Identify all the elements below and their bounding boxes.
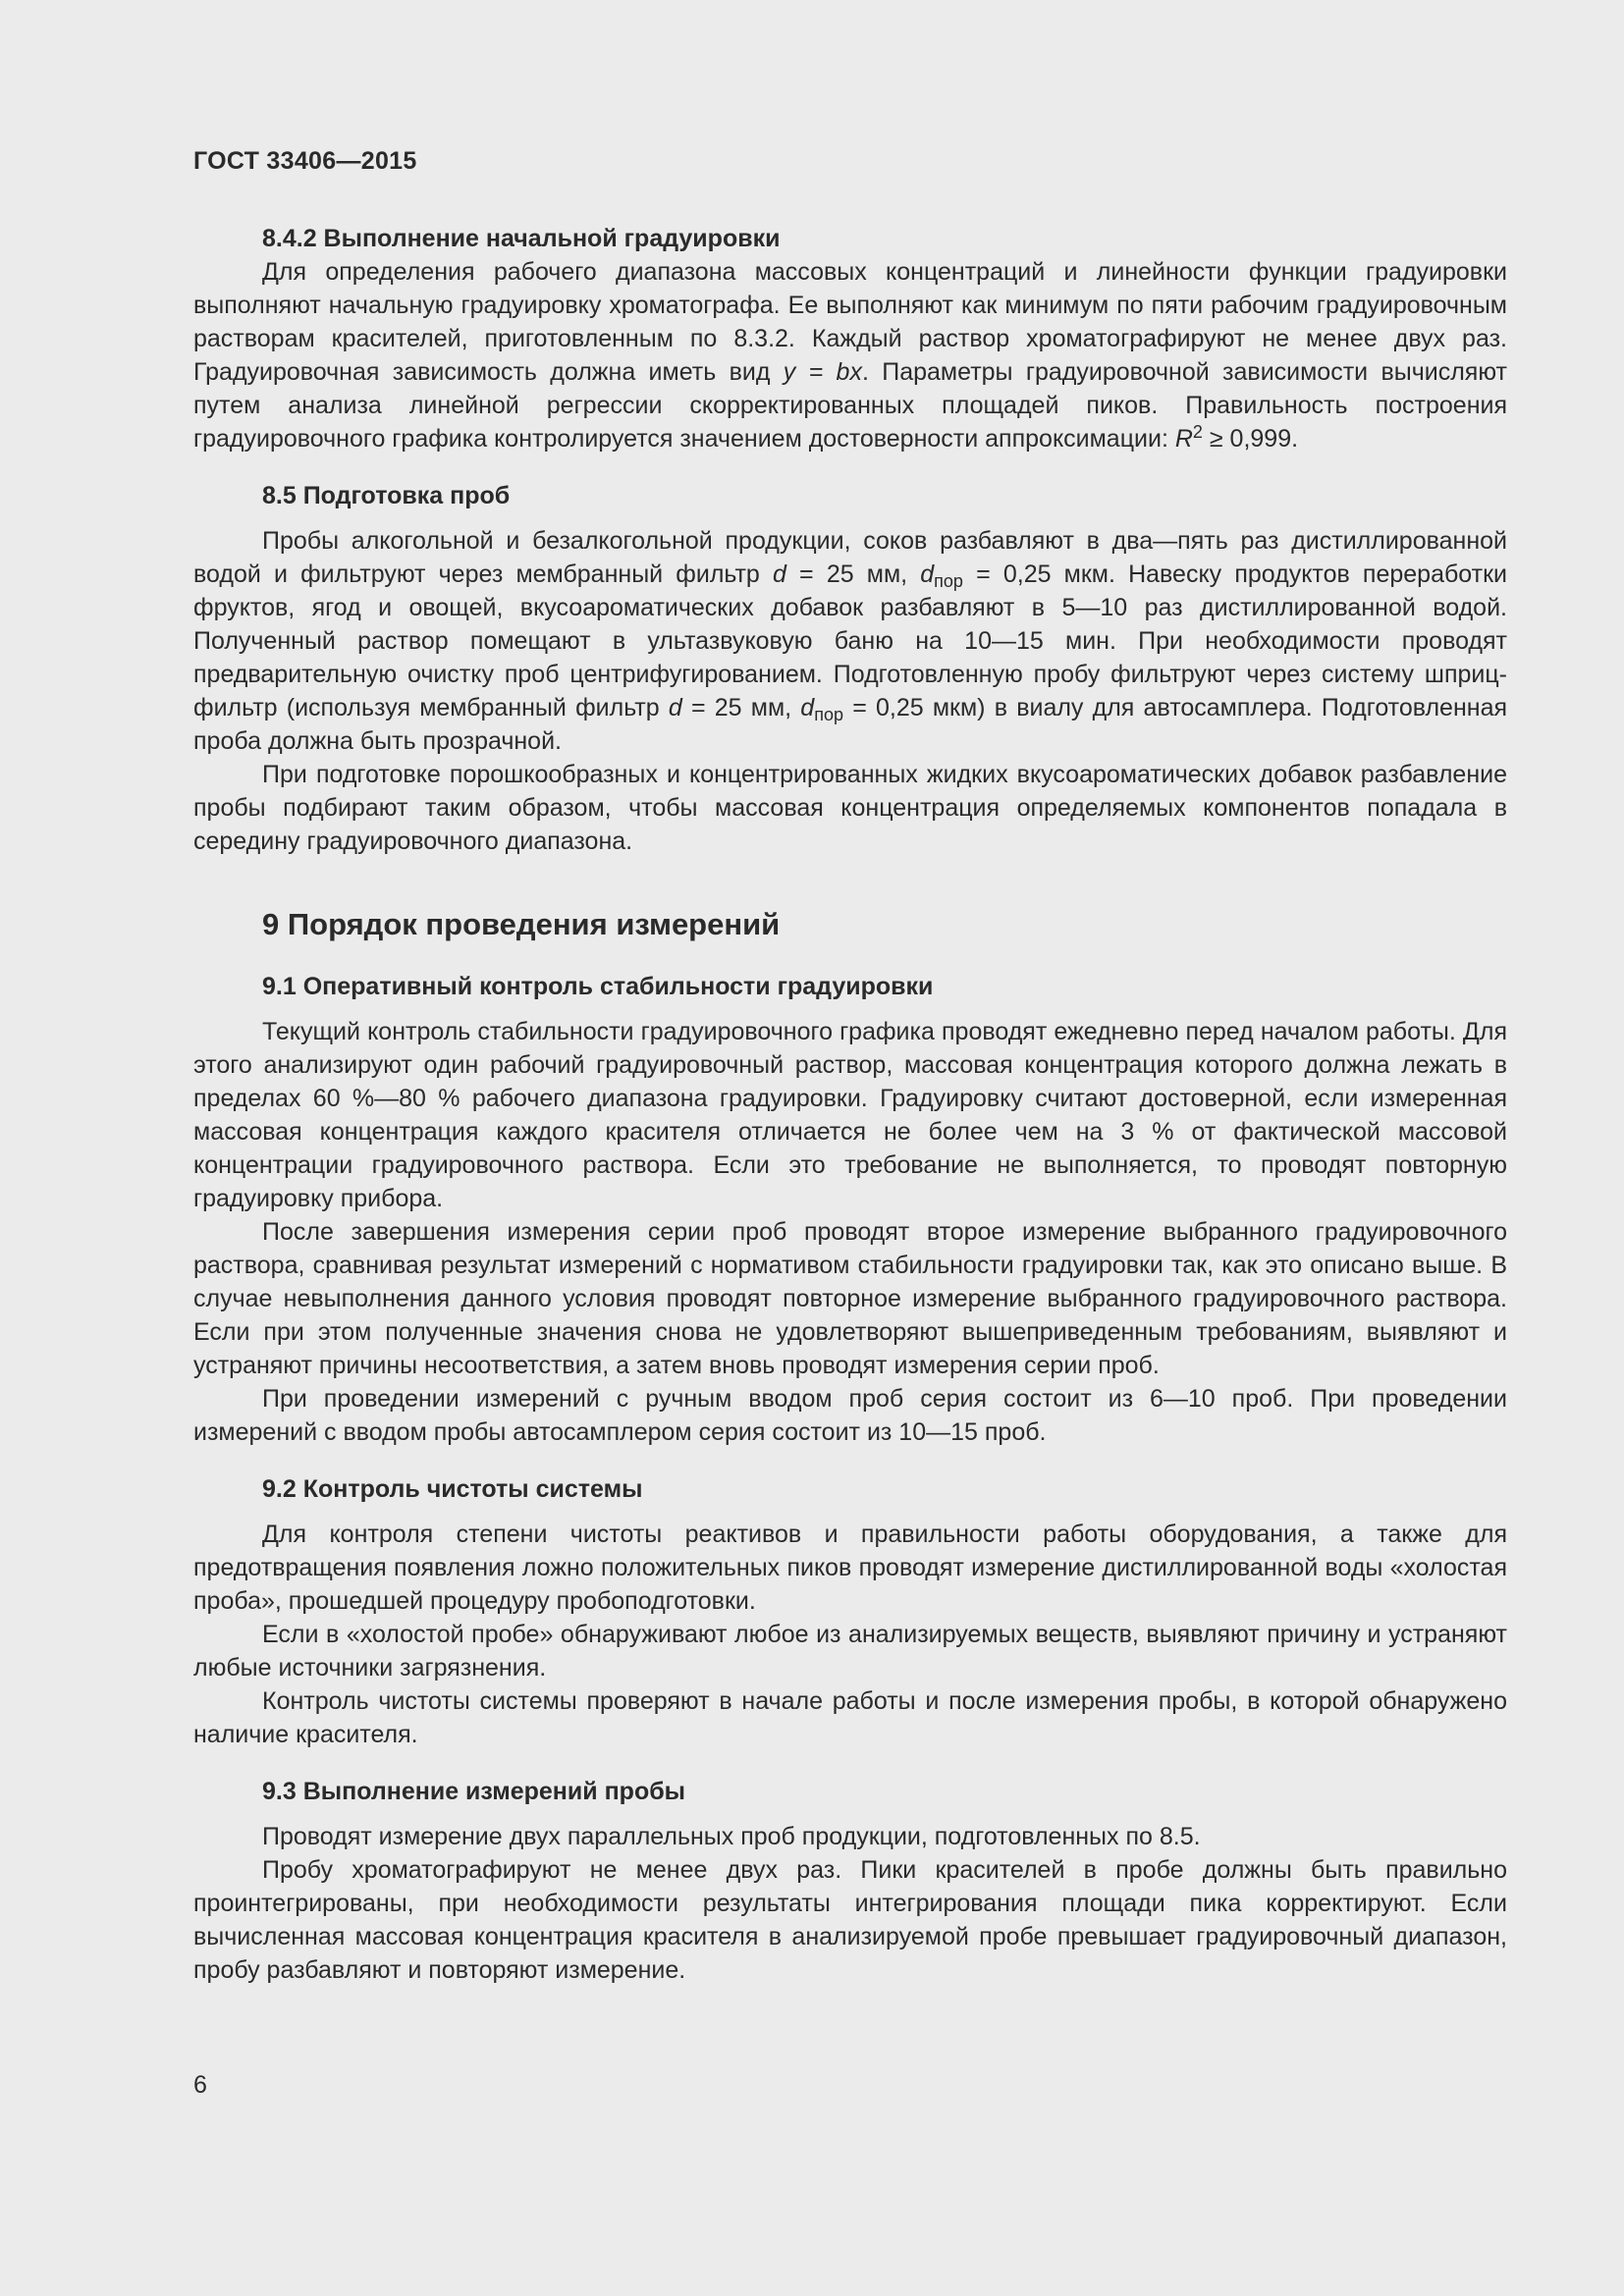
page-number: 6 <box>193 2071 207 2099</box>
section-8-5-heading: 8.5 Подготовка проб <box>262 482 511 509</box>
section-8-4-2-paragraph: Для определения рабочего диапазона массовых концентраций и линейности функции градуировки выполняют начальную градуировку хроматографа. Ее выполняют как минимум по пяти рабочим градуировочным растворам красителей, приготовленным по 8.3.2. Каждый раствор хроматографируют не менее двух раз. Градуировочная зависимость должна иметь вид y = bx. Параметры градуировочной зависимости вычисляют путем анализа линейной регрессии скорректированных площадей пиков. Правильность построения градуировочного графика контролируется значением достоверности аппроксимации: $R^2 \ge 0,999$. <box>193 258 1507 453</box>
section-9-3-paragraph-1: Проводят измерение двух параллельных проб продукции, подготовленных по 8.5. <box>262 1823 1201 1850</box>
section-8-5-paragraph-1: Пробы алкогольной и безалкогольной продукции, соков разбавляют в два—пять раз дистиллированной водой и фильтруют через мембранный фильтр d = 25 мм, $d_{пор} = 0,25$ мкм. Навеску продуктов переработки фруктов, ягод и овощей, вкусоароматических добавок разбавляют в 5—10 раз дистиллированной водой. Полученный раствор помещают в ультазвуковую баню на 10—15 мин. При необходимости проводят предварительную очистку проб центрифугированием. Подготовленную пробу фильтруют через систему шприц-фильтр (используя мембранный фильтр d = 25 мм, $d_{пор} = 0,25$ мкм) в виалу для автосамплера. Подготовленная проба должна быть прозрачной. <box>193 527 1508 755</box>
section-9-1-paragraph-3: При проведении измерений с ручным вводом проб серия состоит из 6—10 проб. При проведении измерений с вводом пробы автосамплером серия состоит из 10—15 проб. <box>193 1385 1507 1446</box>
section-9-heading: 9 Порядок проведения измерений <box>262 907 781 941</box>
section-9-3-heading: 9.3 Выполнение измерений пробы <box>262 1778 686 1805</box>
section-9-2-paragraph-1: Для контроля степени чистоты реактивов и правильности работы оборудования, а также для предотвращения появления ложно положительных пиков проводят измерение дистиллированной воды «холостая проба», прошедшей процедуру пробоподготовки. <box>193 1521 1507 1615</box>
document-body <box>193 222 1507 1987</box>
section-9-1-paragraph-2: После завершения измерения серии проб проводят второе измерение выбранного градуировочного раствора, сравнивая результат измерений с нормативом стабильности градуировки так, как это описано выше. В случае невыполнения данного условия проводят повторное измерение выбранного градуировочного раствора. Если при этом полученные значения снова не удовлетворяют вышеприведенным требованиям, выявляют и устраняют причины несоответствия, а затем вновь проводят измерения серии проб. <box>193 1218 1507 1379</box>
section-8-5-paragraph-2: При подготовке порошкообразных и концентрированных жидких вкусоароматических добавок разбавление пробы подбирают таким образом, чтобы массовая концентрация определяемых компонентов попадала в середину градуировочного диапазона. <box>193 761 1507 855</box>
section-9-2-heading: 9.2 Контроль чистоты системы <box>262 1475 643 1503</box>
section-9-1-paragraph-1: Текущий контроль стабильности градуировочного графика проводят ежедневно перед началом работы. Для этого анализируют один рабочий градуировочный раствор, массовая концентрация которого должна лежать в пределах 60 %—80 % рабочего диапазона градуировки. Градуировку считают достоверной, если измеренная массовая концентрация каждого красителя отличается не более чем на 3 % от фактической массовой концентрации градуировочного раствора. Если это требование не выполняется, то проводят повторную градуировку прибора. <box>193 1018 1507 1212</box>
section-9-2-paragraph-2: Если в «холостой пробе» обнаруживают любое из анализируемых веществ, выявляют причину и устраняют любые источники загрязнения. <box>193 1621 1507 1682</box>
section-9-2-paragraph-3: Контроль чистоты системы проверяют в начале работы и после измерения пробы, в которой обнаружено наличие красителя. <box>193 1687 1507 1748</box>
section-9-3-paragraph-2: Пробу хроматографируют не менее двух раз. Пики красителей в пробе должны быть правильно проинтегрированы, при необходимости результаты интегрирования площади пика корректируют. Если вычисленная массовая концентрация красителя в анализируемой пробе превышает градуировочный диапазон, пробу разбавляют и повторяют измерение. <box>193 1856 1507 1984</box>
section-9-1-heading: 9.1 Оперативный контроль стабильности градуировки <box>262 973 934 1000</box>
document-header: ГОСТ 33406—2015 <box>193 147 417 175</box>
section-8-4-2-heading: 8.4.2 Выполнение начальной градуировки <box>262 225 781 252</box>
